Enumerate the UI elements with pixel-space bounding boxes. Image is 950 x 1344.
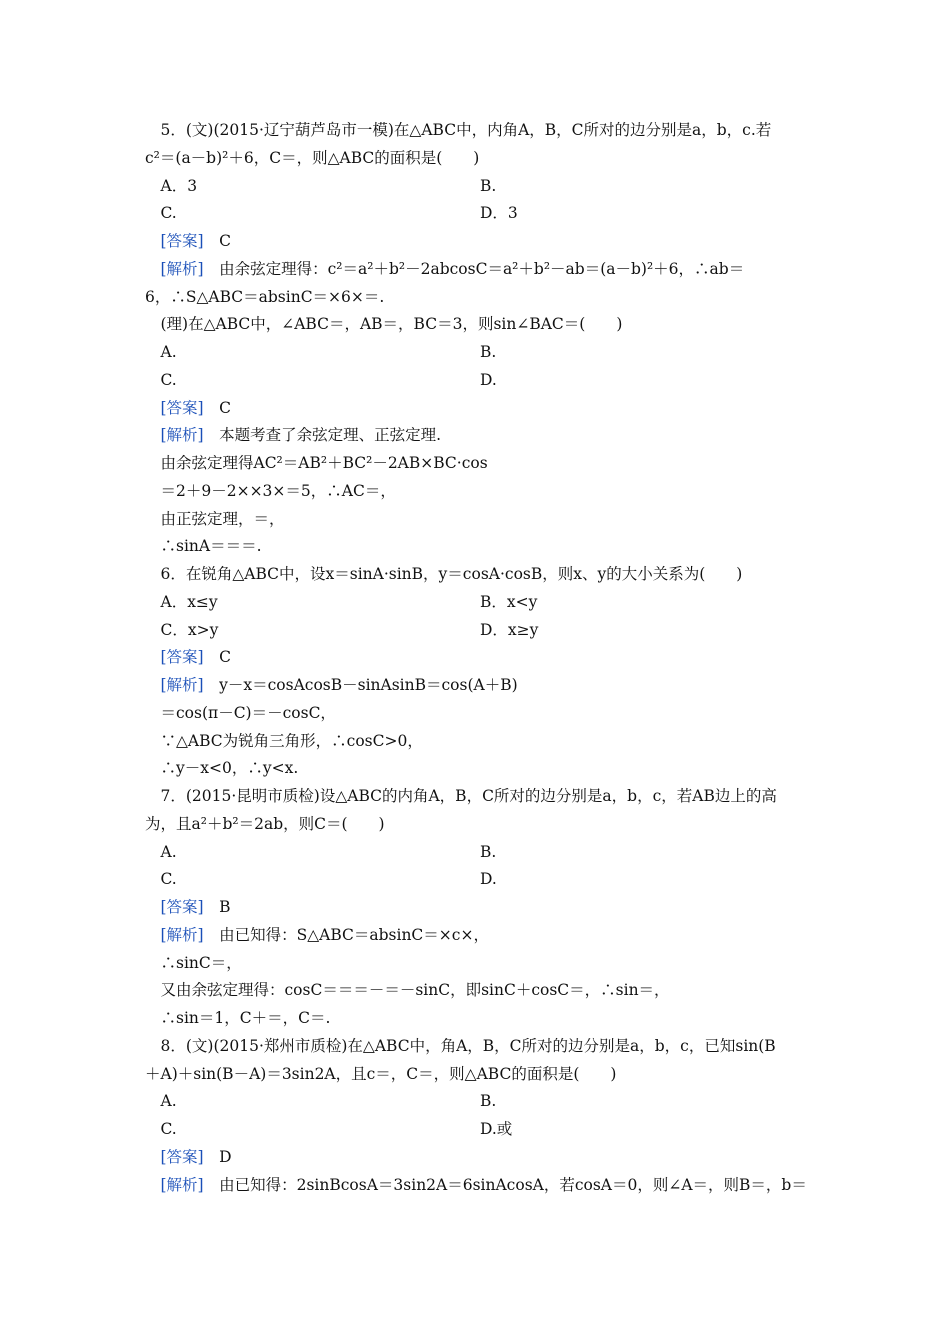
line-text: ∴y－x<0，∴y<x. xyxy=(145,759,299,778)
line-text: 由已知得：S△ABC＝absinC＝×c×， xyxy=(203,925,489,944)
option-right: D.或 xyxy=(480,1120,513,1138)
text-line xyxy=(145,952,810,974)
line-text: 6．在锐角△ABC中，设x＝sinA·sinB，y＝cosA·cosB，则x、y的大小关系为( ) xyxy=(145,565,743,583)
text-line xyxy=(145,147,810,169)
text-line xyxy=(145,175,810,197)
text-line xyxy=(145,230,810,252)
option-right: B. xyxy=(480,176,497,195)
text-line xyxy=(145,619,810,641)
line-text: ＝cos(π－C)＝－cosC， xyxy=(145,703,336,722)
line-text: ＋A)＋sin(B－A)＝3sin2A，且c＝，C＝，则△ABC的面积是( ) xyxy=(145,1064,617,1083)
line-text: ∴sinC＝， xyxy=(145,953,242,972)
answer-tag: [解析] xyxy=(145,259,204,278)
line-text: B xyxy=(203,898,231,916)
text-line xyxy=(145,535,810,557)
answer-tag: [解析] xyxy=(145,1175,204,1194)
text-line xyxy=(145,286,810,308)
text-line xyxy=(145,785,810,807)
text-line xyxy=(145,841,810,863)
option-right: B. xyxy=(480,1092,497,1111)
option-right: B. xyxy=(480,343,497,361)
text-line xyxy=(145,868,810,890)
line-text: 本题考查了余弦定理、正弦定理. xyxy=(203,426,442,445)
text-line xyxy=(145,730,810,752)
line-text: A. xyxy=(145,1092,177,1111)
line-text: ＝2＋9－2××3×＝5，∴AC＝， xyxy=(145,481,396,500)
text-line xyxy=(145,258,810,280)
text-line xyxy=(145,1007,810,1029)
line-text: 8．(文)(2015·郑州市质检)在△ABC中，角A，B，C所对的边分别是a，b，c，已知sin(B xyxy=(145,1036,776,1055)
answer-tag: [答案] xyxy=(145,398,204,417)
text-line xyxy=(145,508,810,530)
answer-tag: [答案] xyxy=(145,232,204,250)
line-text: 又由余弦定理得：cosC＝＝＝－＝－sinC，即sinC＋cosC＝，∴sin＝， xyxy=(145,981,670,1000)
line-text: C xyxy=(203,398,231,417)
text-line xyxy=(145,979,810,1001)
answer-tag: [答案] xyxy=(145,1147,204,1166)
text-line xyxy=(145,369,810,391)
text-line xyxy=(145,757,810,779)
option-right: B．x<y xyxy=(480,592,538,611)
option-right: D．3 xyxy=(480,204,518,223)
text-line xyxy=(145,563,810,585)
text-line xyxy=(145,674,810,696)
line-text: C. xyxy=(145,370,177,389)
text-line xyxy=(145,813,810,835)
answer-tag: [答案] xyxy=(145,898,204,916)
line-text: ∴sin＝1，C＋＝，C＝. xyxy=(145,1009,331,1027)
text-line xyxy=(145,424,810,446)
option-right: D. xyxy=(480,370,497,389)
text-line xyxy=(145,1090,810,1112)
line-text: C. xyxy=(145,204,177,223)
line-text: 由余弦定理得AC²＝AB²＋BC²－2AB×BC·cos xyxy=(145,454,488,472)
text-line xyxy=(145,1146,810,1168)
option-right: D．x≥y xyxy=(480,620,539,639)
line-text: A．x≤y xyxy=(145,592,218,611)
text-line xyxy=(145,397,810,419)
text-line xyxy=(145,646,810,668)
line-text: 由余弦定理得：c²＝a²＋b²－2abcosC＝a²＋b²－ab＝(a－b)²＋6，∴ab＝ xyxy=(203,259,745,278)
option-right: D. xyxy=(480,870,497,889)
line-text: c²＝(a－b)²＋6，C＝，则△ABC的面积是( ) xyxy=(145,148,480,167)
answer-tag: [解析] xyxy=(145,676,204,694)
text-line xyxy=(145,591,810,613)
line-text: 5．(文)(2015·辽宁葫芦岛市一模)在△ABC中，内角A，B，C所对的边分别是a，b，c.若 xyxy=(145,121,772,139)
text-line xyxy=(145,924,810,946)
text-line xyxy=(145,1174,810,1196)
text-line xyxy=(145,480,810,502)
text-line xyxy=(145,313,810,335)
text-line xyxy=(145,119,810,141)
line-text: C. xyxy=(145,1120,177,1138)
line-text: ∴sinA＝＝＝. xyxy=(145,537,262,556)
line-text: ∵△ABC为锐角三角形，∴cosC>0， xyxy=(145,731,423,750)
line-text: C．x>y xyxy=(145,620,219,639)
line-text: A．3 xyxy=(145,176,198,195)
text-line xyxy=(145,202,810,224)
line-text: C. xyxy=(145,870,177,889)
line-text: C xyxy=(203,232,231,250)
text-line xyxy=(145,452,810,474)
line-text: 6，∴S△ABC＝absinC＝×6×＝. xyxy=(145,287,385,306)
text-line xyxy=(145,1035,810,1057)
option-right: B. xyxy=(480,842,497,861)
answer-tag: [解析] xyxy=(145,426,204,445)
line-text: D xyxy=(203,1147,232,1166)
line-text: y－x＝cosAcosB－sinAsinB＝cos(A＋B) xyxy=(203,676,518,694)
text-line xyxy=(145,341,810,363)
text-line xyxy=(145,1118,810,1140)
line-text: 为，且a²＋b²＝2ab，则C＝( ) xyxy=(145,814,385,833)
answer-tag: [解析] xyxy=(145,925,204,944)
line-text: 7．(2015·昆明市质检)设△ABC的内角A，B，C所对的边分别是a，b，c，若AB边上的高 xyxy=(145,787,777,805)
line-text: A. xyxy=(145,842,177,861)
line-text: A. xyxy=(145,343,177,361)
text-line xyxy=(145,1063,810,1085)
text-line xyxy=(145,702,810,724)
line-text: 由已知得：2sinBcosA＝3sin2A＝6sinAcosA，若cosA＝0，则∠A＝，则B＝，b＝ xyxy=(203,1175,807,1194)
line-text: 由正弦定理，＝， xyxy=(145,509,285,528)
text-line xyxy=(145,896,810,918)
line-text: (理)在△ABC中，∠ABC＝，AB＝，BC＝3，则sin∠BAC＝( ) xyxy=(145,315,623,334)
line-text: C xyxy=(203,648,231,667)
answer-tag: [答案] xyxy=(145,648,204,667)
